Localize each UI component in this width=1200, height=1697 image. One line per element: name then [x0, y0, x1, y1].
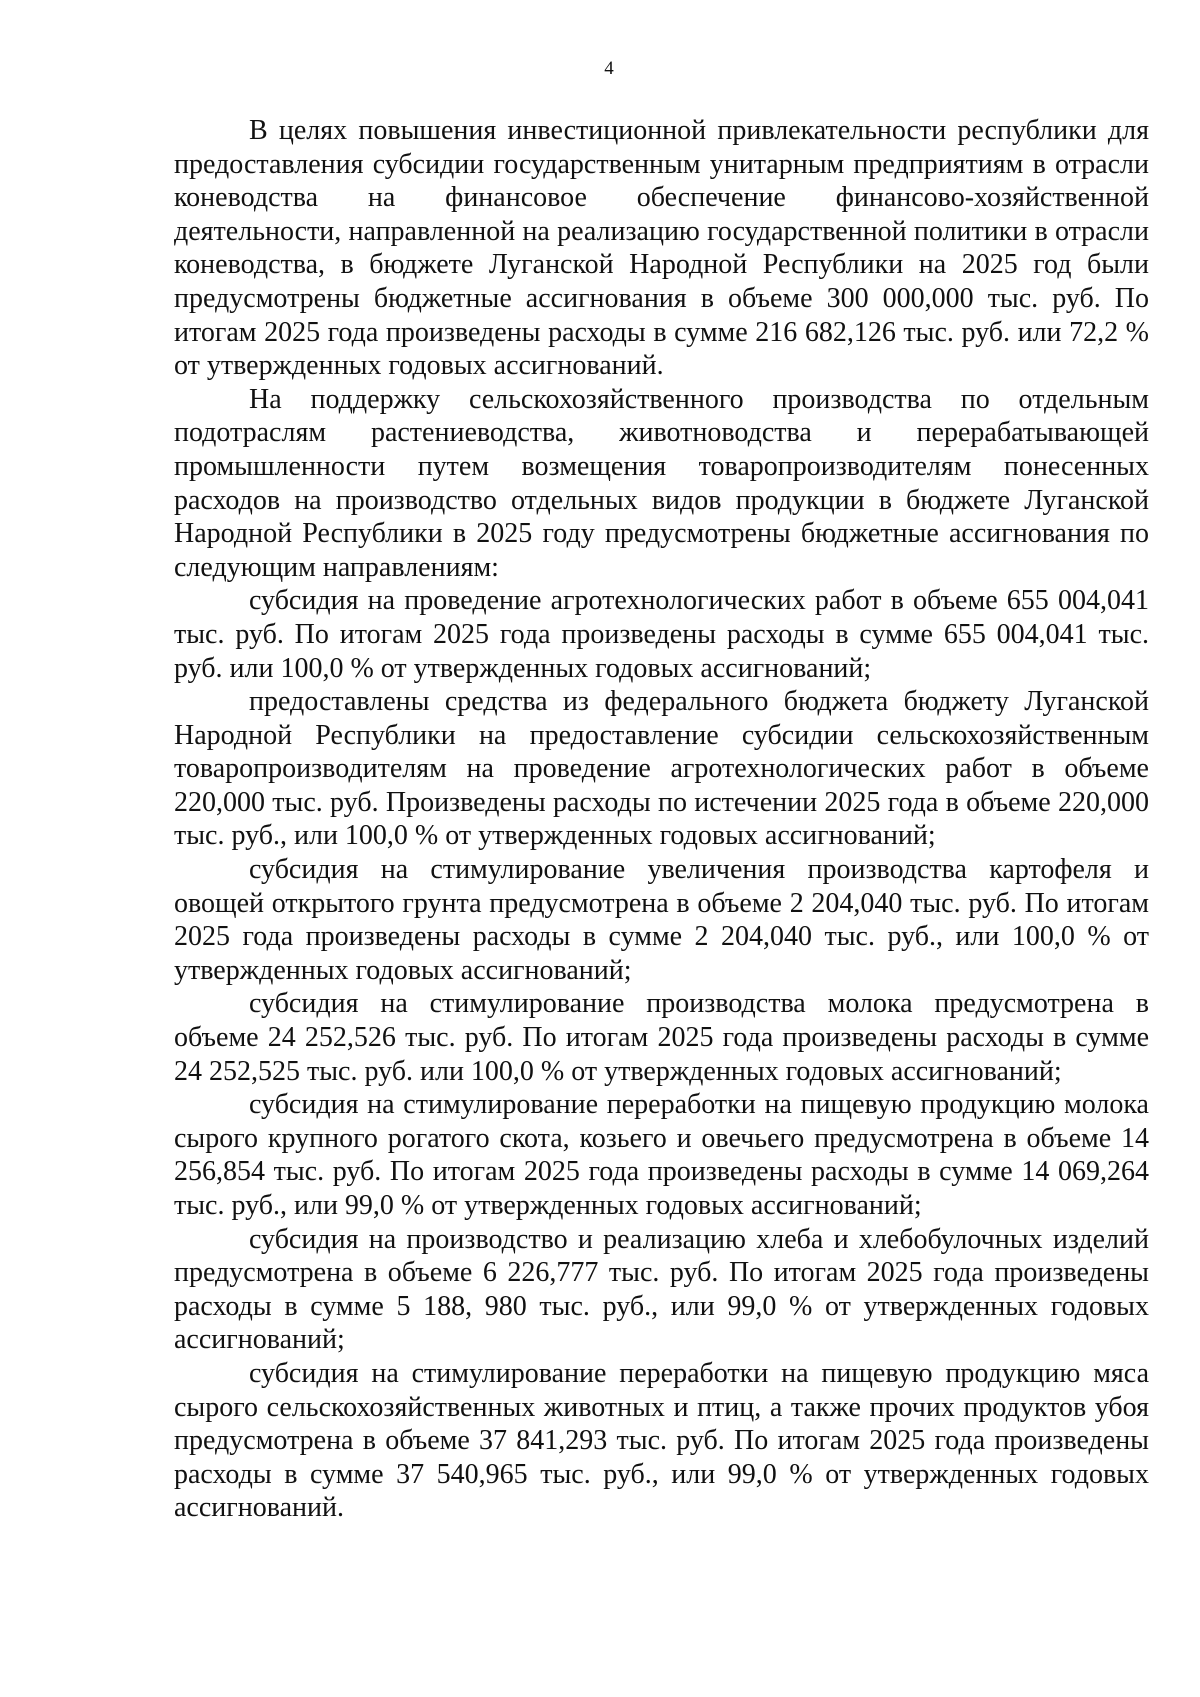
page-number: 4 — [604, 58, 614, 79]
paragraph-bread-subsidy: субсидия на производство и реализацию хлеба и хлебобулочных изделий предусмотрена в объеме 6 226,777 тыс. руб. По итогам 2025 года произведены расходы в сумме 5 188, 980 тыс. руб., или 99,0 % от утвержденных годовых ассигнований; — [174, 1223, 1149, 1356]
paragraph-milk-production-subsidy: субсидия на стимулирование производства молока предусмотрена в объеме 24 252,526 тыс. руб. По итогам 2025 года произведены расходы в сумме 24 252,525 тыс. руб. или 100,0 % от утвержденных годовых ассигнований; — [174, 988, 1149, 1087]
paragraph-agrotech-works-subsidy: субсидия на проведение агротехнологических работ в объеме 655 004,041 тыс. руб. По итогам 2025 года произведены расходы в сумме 655 004,041 тыс. руб. или 100,0 % от утвержденных годовых ассигнований; — [174, 585, 1149, 684]
paragraph-potato-vegetables-subsidy: субсидия на стимулирование увеличения производства картофеля и овощей открытого грунта предусмотрена в объеме 2 204,040 тыс. руб. По итогам 2025 года произведены расходы в сумме 2 204,040 тыс. руб., или 100,0 % от утвержденных годовых ассигнований; — [174, 854, 1149, 986]
document-body — [174, 114, 1149, 1525]
paragraph-milk-processing-subsidy: субсидия на стимулирование переработки на пищевую продукцию молока сырого крупного рогатого скота, козьего и овечьего предусмотрена в объеме 14 256,854 тыс. руб. По итогам 2025 года произведены расходы в сумме 14 069,264 тыс. руб., или 99,0 % от утвержденных годовых ассигнований; — [174, 1089, 1149, 1221]
paragraph-agricultural-support: На поддержку сельскохозяйственного производства по отдельным подотраслям растениеводства, животноводства и перерабатывающей промышленности путем возмещения товаропроизводителям понесенных расходов на производство отдельных видов продукции в бюджете Луганской Народной Республики в 2025 году предусмотрены бюджетные ассигнования по следующим направлениям: — [174, 383, 1149, 583]
paragraph-federal-funds: предоставлены средства из федерального бюджета бюджету Луганской Народной Республики на предоставление субсидии сельскохозяйственным товаропроизводителям на проведение агротехнологических работ в объеме 220,000 тыс. руб. Произведены расходы по истечении 2025 года в объеме 220,000 тыс. руб., или 100,0 % от утвержденных годовых ассигнований; — [174, 686, 1149, 852]
paragraph-horse-breeding-subsidy: В целях повышения инвестиционной привлекательности республики для предоставления субсидии государственным унитарным предприятиям в отрасли коневодства на финансовое обеспечение финансово-хозяйственной деятельности, направленной на реализацию государственной политики в отрасли коневодства, в бюджете Луганской Народной Республики на 2025 год были предусмотрены бюджетные ассигнования в объеме 300 000,000 тыс. руб. По итогам 2025 года произведены расходы в сумме 216 682,126 тыс. руб. или 72,2 % от утвержденных годовых ассигнований. — [174, 115, 1149, 382]
paragraph-meat-processing-subsidy: субсидия на стимулирование переработки на пищевую продукцию мяса сырого сельскохозяйственных животных и птиц, а также прочих продуктов убоя предусмотрена в объеме 37 841,293 тыс. руб. По итогам 2025 года произведены расходы в сумме 37 540,965 тыс. руб., или 99,0 % от утвержденных годовых ассигнований. — [174, 1357, 1149, 1524]
